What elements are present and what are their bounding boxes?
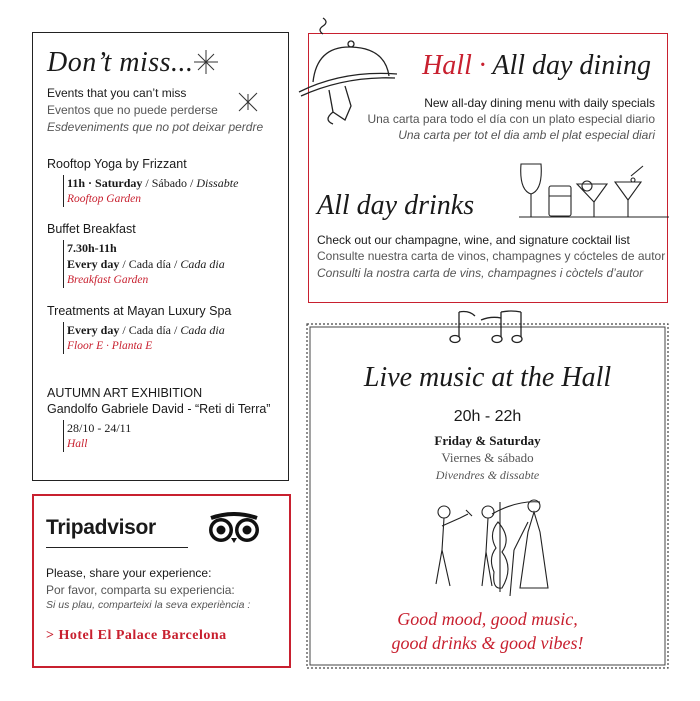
event-item [47, 157, 238, 207]
drinks-text-en: Check out our champagne, wine, and signature cocktail list [317, 233, 630, 247]
vibes-line-1: Good mood, good music, [397, 609, 578, 629]
hall-dining-panel [308, 33, 668, 303]
band-illustration [422, 492, 562, 602]
event-day-es: Sábado [151, 176, 188, 190]
hall-title [422, 50, 651, 82]
sparkle-icon [236, 90, 260, 114]
hotel-review-link[interactable]: > Hotel El Palace Barcelona [46, 628, 227, 643]
vibes-line-2: good drinks & good vibes! [391, 633, 584, 653]
drinks-text-es: Consulte nuestra carta de vinos, champagnes y cócteles de autor [317, 249, 666, 263]
share-text-es: Por favor, comparta su experiencia: [46, 583, 235, 597]
days-en: Friday & Saturday [434, 433, 541, 448]
dining-text-es: Una carta para todo el día con un plato especial diario [367, 112, 655, 126]
event-location: Rooftop Garden [67, 193, 141, 205]
dont-miss-title: Don’t miss... [47, 47, 194, 78]
event-location: Breakfast Garden [67, 274, 149, 286]
hall-title-black: All day dining [492, 50, 651, 81]
event-item [47, 386, 270, 452]
tripadvisor-owl-icon [207, 512, 261, 544]
event-day-es: Cada día [128, 257, 172, 271]
event-item [47, 304, 231, 354]
drinks-title: All day drinks [317, 190, 475, 221]
tripadvisor-panel [32, 494, 291, 668]
days-ca: Divendres & dissabte [435, 468, 540, 482]
event-day-ca: Cada dia [180, 257, 225, 271]
dining-text-ca: Una carta per tot el dia amb el plat especial diari [398, 128, 655, 142]
sparkle-icon [193, 49, 219, 75]
event-details: 11h · Saturday / Sábado / Dissabte Rooftop Garden [63, 175, 238, 207]
subtitle-ca: Esdeveniments que no pot deixar perdre [47, 120, 264, 134]
event-day-en: Saturday [95, 176, 143, 190]
music-notes-icon [445, 308, 535, 346]
event-day-en: Every day [67, 323, 120, 337]
event-item [47, 222, 225, 288]
live-music-time: 20h - 22h [453, 408, 522, 425]
event-details: Every day / Cada día / Cada dia Floor E · Planta E [63, 322, 231, 354]
event-day-ca: Dissabte [196, 176, 239, 190]
cocktail-glasses-icon [519, 162, 669, 224]
hall-title-red: Hall · [422, 50, 493, 81]
event-subname: Gandolfo Gabriele David - “Reti di Terra” [47, 402, 271, 416]
live-music-title: Live music at the Hall [363, 362, 612, 393]
dining-text-en: New all-day dining menu with daily specials [424, 96, 655, 110]
event-location: Hall [67, 438, 88, 450]
event-name: AUTUMN ART EXHIBITION [47, 386, 203, 400]
event-name: Rooftop Yoga by Frizzant [47, 157, 187, 171]
dont-miss-panel [32, 32, 289, 481]
event-day-es: Cada día [128, 323, 172, 337]
event-day-ca: Cada dia [180, 323, 225, 337]
event-time: 11h [67, 176, 86, 190]
share-text-ca: Si us plau, comparteixi la seva experiència : [46, 599, 251, 611]
live-music-panel [305, 322, 670, 670]
share-text-en: Please, share your experience: [46, 566, 212, 580]
event-day-en: Every day [67, 257, 120, 271]
subtitle-es: Eventos que no puede perderse [47, 103, 218, 117]
cloche-icon [293, 16, 401, 126]
event-details [63, 420, 270, 452]
divider [46, 547, 188, 548]
event-time: 7.30h-11h [67, 241, 117, 255]
event-name: Buffet Breakfast [47, 222, 136, 236]
subtitle-en: Events that you can’t miss [47, 86, 187, 100]
event-dates: 28/10 - 24/11 [67, 421, 132, 435]
drinks-text-ca: Consulti la nostra carta de vins, champagnes i còctels d’autor [317, 266, 644, 280]
days-es: Viernes & sábado [441, 450, 534, 465]
event-name: Treatments at Mayan Luxury Spa [47, 304, 232, 318]
event-location: Floor E · Planta E [67, 340, 153, 352]
tripadvisor-logo: Tripadvisor [46, 516, 156, 539]
event-details: 7.30h-11h Every day / Cada día / Cada dia Breakfast Garden [63, 240, 225, 288]
